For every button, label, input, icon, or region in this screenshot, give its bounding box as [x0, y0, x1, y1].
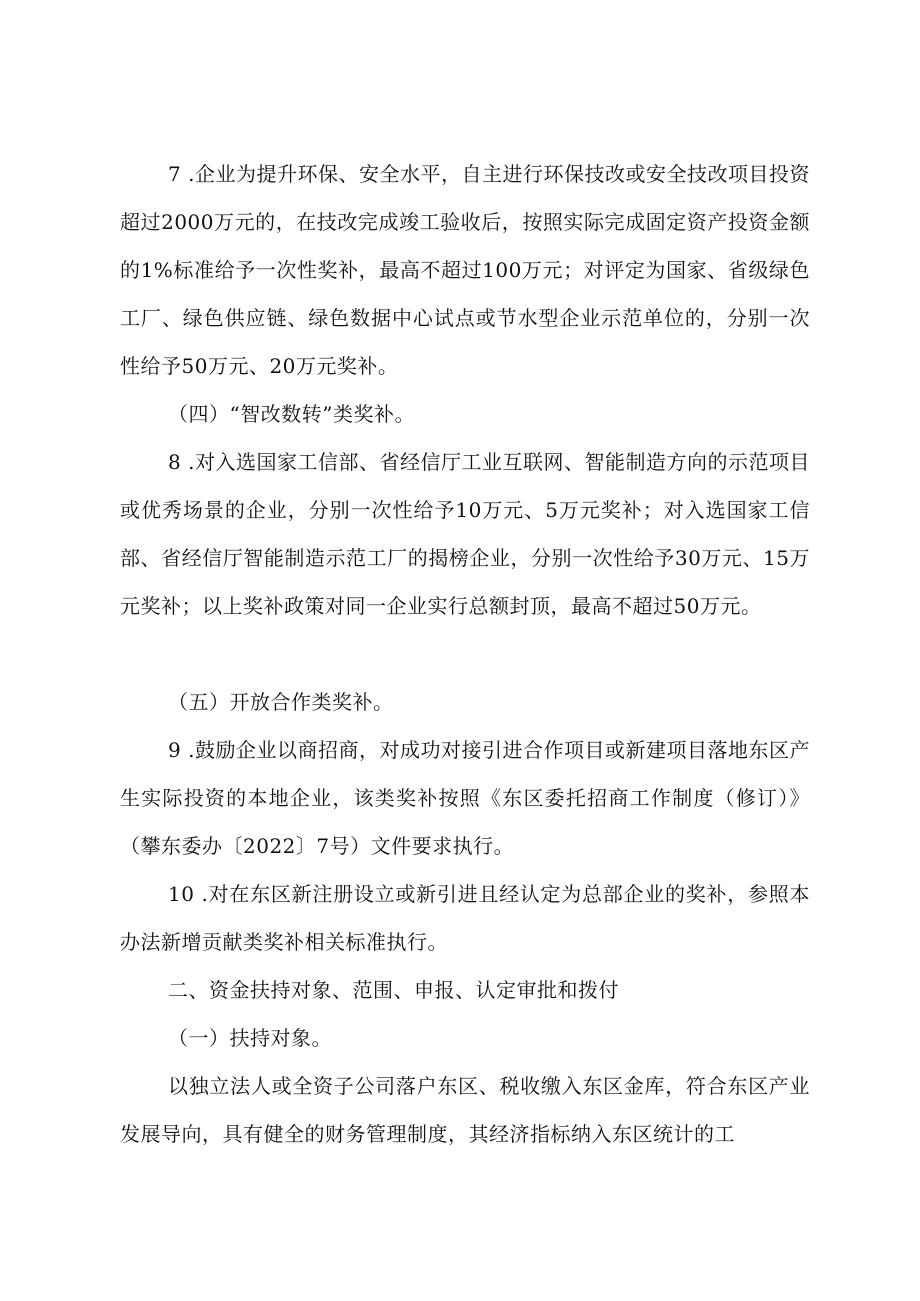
- section-heading-5: （五）开放合作类奖补。: [168, 690, 394, 714]
- chapter-heading-2: 二、资金扶持对象、范围、申报、认定审批和拨付: [168, 978, 619, 1002]
- section-heading-4: （四）“智改数转”类奖补。: [168, 402, 415, 426]
- paragraph-support-target: 以独立法人或全资子公司落户东区、税收缴入东区金库，符合东区产业发展导向，具有健全的财务管理制度，其经济指标纳入东区统计的工: [120, 1074, 810, 1146]
- paragraph-item-9: 9 .鼓励企业以商招商，对成功对接引进合作项目或新建项目落地东区产生实际投资的本地企业，该类奖补按照《东区委托招商工作制度（修订）》（攀东委办〔2022〕7号）文件要求执行。: [120, 738, 810, 858]
- paragraph-item-7: 7 .企业为提升环保、安全水平，自主进行环保技改或安全技改项目投资超过2000万元的，在技改完成竣工验收后，按照实际完成固定资产投资金额的1%标准给予一次性奖补，最高不超过100万元；对评定为国家、省级绿色工厂、绿色供应链、绿色数据中心试点或节水型企业示范单位的，分别一次性给予50万元、20万元奖补。: [120, 162, 810, 378]
- paragraph-item-8: 8 .对入选国家工信部、省经信厅工业互联网、智能制造方向的示范项目或优秀场景的企业，分别一次性给予10万元、5万元奖补；对入选国家工信部、省经信厅智能制造示范工厂的揭榜企业，分别一次性给予30万元、15万元奖补；以上奖补政策对同一企业实行总额封顶，最高不超过50万元。: [120, 450, 810, 618]
- paragraph-item-10: 10 .对在东区新注册设立或新引进且经认定为总部企业的奖补，参照本办法新增贡献类奖补相关标准执行。: [120, 882, 810, 954]
- subsection-heading-1: （一）扶持对象。: [168, 1026, 332, 1050]
